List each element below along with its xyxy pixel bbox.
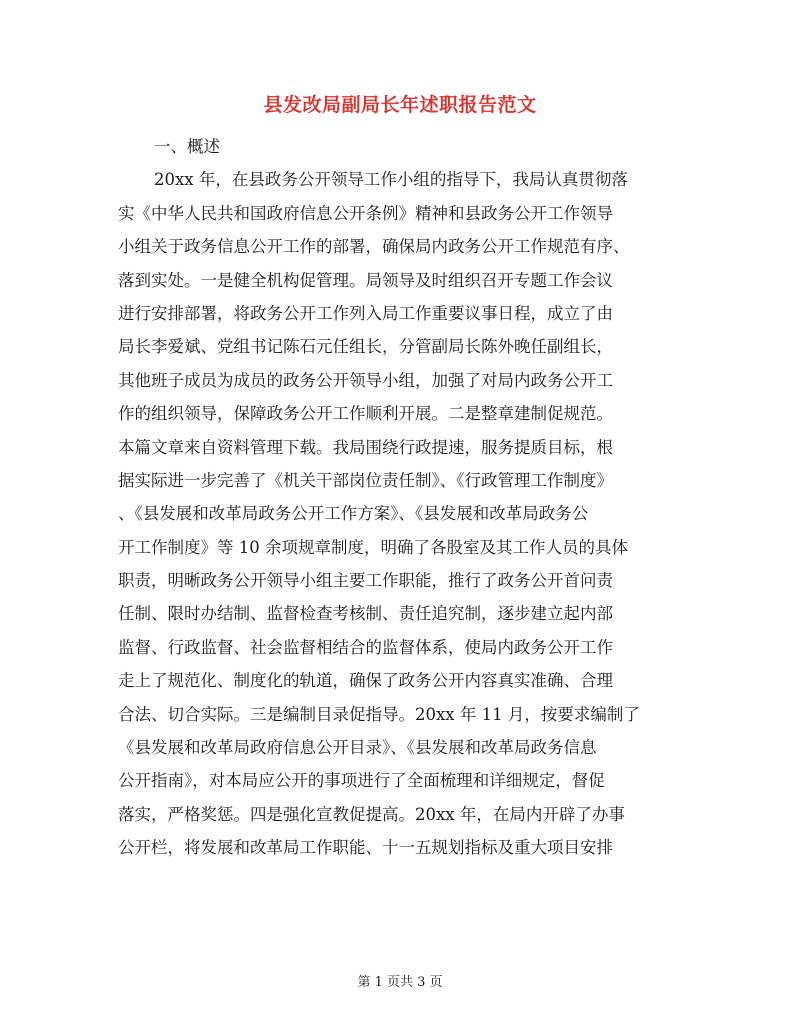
paragraph-line: 落到实处。一是健全机构促管理。局领导及时组织召开专题工作会议: [118, 270, 613, 290]
paragraph-line: 局长李爱斌、党组书记陈石元任组长，分管副局长陈外晚任副组长，: [118, 337, 613, 357]
paragraph-line: 公开栏，将发展和改革局工作职能、十一五规划指标及重大项目安排: [118, 838, 613, 858]
paragraph-line: 走上了规范化、制度化的轨道，确保了政务公开内容真实准确、合理: [118, 671, 613, 691]
paragraph-line: 监督、行政监督、社会监督相结合的监督体系，使局内政务公开工作: [118, 637, 613, 657]
paragraph-line: 20xx 年，在县政务公开领导工作小组的指导下，我局认真贯彻落: [154, 170, 628, 190]
document-title: 县发改局副局长年述职报告范文: [263, 94, 537, 116]
paragraph-line: 公开指南》，对本局应公开的事项进行了全面梳理和详细规定，督促: [118, 771, 605, 791]
paragraph-line: 实《中华人民共和国政府信息公开条例》精神和县政务公开工作领导: [118, 203, 613, 223]
paragraph-line: 其他班子成员为成员的政务公开领导小组，加强了对局内政务公开工: [118, 370, 613, 390]
paragraph-line: 作的组织领导，保障政务公开工作顺利开展。二是整章建制促规范。: [118, 404, 613, 424]
paragraph-line: 、《县发展和改革局政务公开工作方案》、《县发展和改革局政务公: [118, 504, 589, 524]
paragraph-line: 落实，严格奖惩。四是强化宣教促提高。20xx 年，在局内开辟了办事: [118, 804, 625, 824]
paragraph-line: 《县发展和改革局政府信息公开目录》、《县发展和改革局政务信息: [118, 738, 597, 758]
paragraph-line: 本篇文章来自资料管理下载。我局围绕行政提速，服务提质目标，根: [118, 437, 613, 457]
paragraph-line: 合法、切合实际。三是编制目录促指导。20xx 年 11 月，按要求编制了: [118, 704, 640, 724]
paragraph-line: 据实际进一步完善了《机关干部岗位责任制》、《行政管理工作制度》: [118, 470, 613, 490]
paragraph-line: 任制、限时办结制、监督检查考核制、责任追究制，逐步建立起内部: [118, 604, 613, 624]
paragraph-line: 小组关于政务信息公开工作的部署，确保局内政务公开工作规范有序、: [118, 237, 630, 257]
page-number-footer: 第 1 页共 3 页: [357, 975, 443, 990]
paragraph-line: 进行安排部署，将政务公开工作列入局工作重要议事日程，成立了由: [118, 303, 613, 323]
paragraph-line: 职责，明晰政务公开领导小组主要工作职能，推行了政务公开首问责: [118, 571, 613, 591]
paragraph-line: 开工作制度》等 10 余项规章制度，明确了各股室及其工作人员的具体: [118, 537, 628, 557]
section-heading: 一、概述: [154, 137, 220, 156]
document-body: [118, 130, 684, 865]
